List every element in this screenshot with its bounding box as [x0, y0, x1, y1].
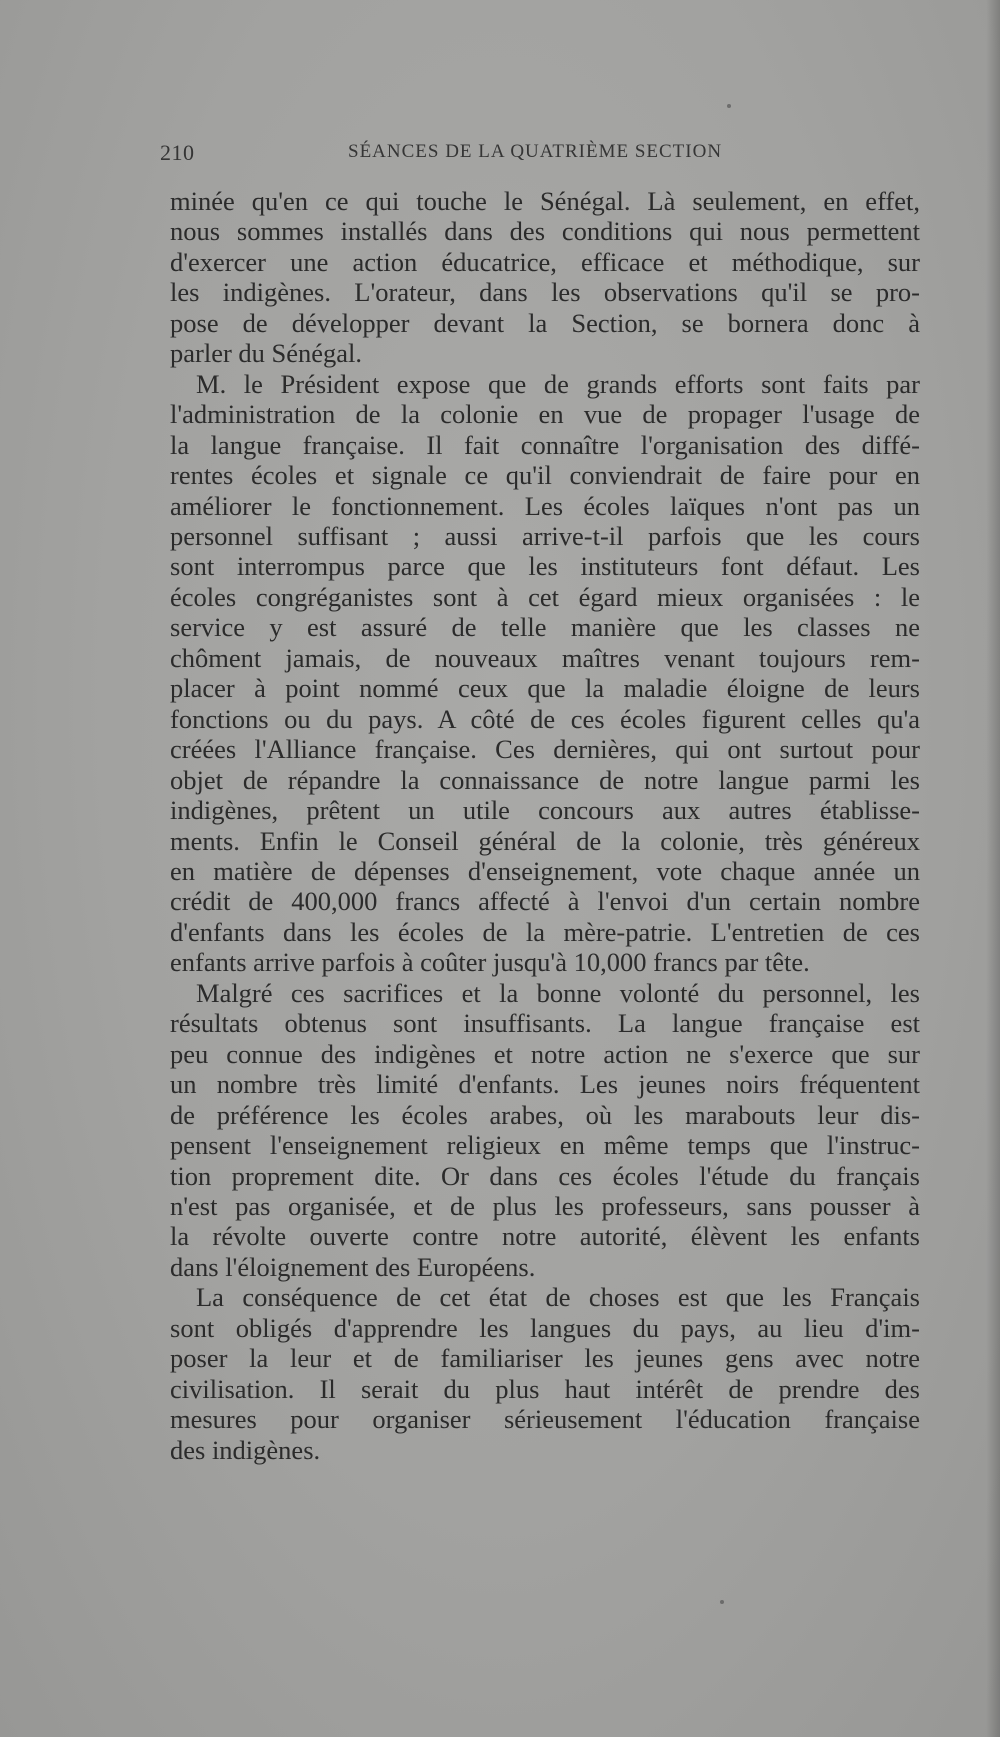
text-line: résultats obtenus sont insuffisants. La langue française est: [170, 1008, 920, 1039]
text-line: des indigènes.: [170, 1434, 321, 1465]
text-line: chôment jamais, de nouveaux maîtres venant toujours rem-: [170, 642, 920, 673]
text-line: en matière de dépenses d'enseignement, vote chaque année un: [170, 855, 920, 886]
text-line: ments. Enfin le Conseil général de la colonie, très généreux: [170, 825, 920, 856]
text-line: fonctions ou du pays. A côté de ces écoles figurent celles qu'a: [170, 703, 920, 734]
text-line: n'est pas organisée, et de plus les professeurs, sans pousser à: [170, 1190, 920, 1221]
text-line: La conséquence de cet état de choses est que les Français: [196, 1282, 920, 1313]
paper-speck: [727, 104, 731, 108]
text-line: enfants arrive parfois à coûter jusqu'à 10,000 francs par tête.: [170, 947, 810, 978]
paper-speck: [720, 1600, 724, 1604]
text-line: poser la leur et de familiariser les jeunes gens avec notre: [170, 1343, 920, 1374]
text-line: créées l'Alliance française. Ces dernières, qui ont surtout pour: [170, 734, 920, 765]
text-line: de préférence les écoles arabes, où les marabouts leur dis-: [170, 1099, 920, 1130]
text-line: sont interrompus parce que les instituteurs font défaut. Les: [170, 551, 920, 582]
text-line: peu connue des indigènes et notre action ne s'exerce que sur: [170, 1038, 920, 1069]
text-line: M. le Président expose que de grands efforts sont faits par: [196, 368, 920, 399]
text-line: écoles congréganistes sont à cet égard mieux organisées : le: [170, 581, 920, 612]
text-line: les indigènes. L'orateur, dans les observations qu'il se pro-: [170, 277, 920, 308]
page-edge-shadow: [986, 0, 1000, 1737]
paragraph: [170, 1282, 920, 1465]
text-line: d'exercer une action éducatrice, efficace et méthodique, sur: [170, 246, 920, 277]
text-line: rentes écoles et signale ce qu'il conviendrait de faire pour en: [170, 460, 920, 491]
text-line: Malgré ces sacrifices et la bonne volonté du personnel, les: [196, 977, 920, 1008]
text-line: minée qu'en ce qui touche le Sénégal. Là seulement, en effet,: [170, 186, 920, 216]
paragraph: [170, 978, 920, 1283]
text-line: mesures pour organiser sérieusement l'éducation française: [170, 1404, 920, 1435]
text-line: service y est assuré de telle manière que les classes ne: [170, 612, 920, 643]
text-line: parler du Sénégal.: [170, 338, 363, 369]
page-header: [160, 140, 740, 168]
running-head: SÉANCES DE LA QUATRIÈME SECTION: [348, 141, 723, 162]
paragraph: [170, 369, 920, 978]
text-line: améliorer le fonctionnement. Les écoles laïques n'ont pas un: [170, 490, 920, 521]
text-line: pensent l'enseignement religieux en même temps que l'instruc-: [170, 1130, 920, 1161]
text-line: la révolte ouverte contre notre autorité, élèvent les enfants: [170, 1221, 920, 1252]
text-line: d'enfants dans les écoles de la mère-patrie. L'entretien de ces: [170, 916, 920, 947]
text-line: sont obligés d'apprendre les langues du pays, au lieu d'im-: [170, 1312, 920, 1343]
body-text: [170, 186, 920, 1465]
text-line: dans l'éloignement des Européens.: [170, 1251, 536, 1282]
text-line: objet de répandre la connaissance de notre langue parmi les: [170, 764, 920, 795]
text-line: tion proprement dite. Or dans ces écoles l'étude du français: [170, 1160, 920, 1191]
text-line: l'administration de la colonie en vue de propager l'usage de: [170, 399, 920, 430]
text-line: indigènes, prêtent un utile concours aux autres établisse-: [170, 795, 920, 826]
text-line: crédit de 400,000 francs affecté à l'envoi d'un certain nombre: [170, 886, 920, 917]
text-line: personnel suffisant ; aussi arrive-t-il parfois que les cours: [170, 520, 920, 551]
text-line: civilisation. Il serait du plus haut intérêt de prendre des: [170, 1373, 920, 1404]
paragraph: [170, 186, 920, 369]
page-number: 210: [160, 140, 195, 165]
text-line: pose de développer devant la Section, se bornera donc à: [170, 307, 920, 338]
text-line: un nombre très limité d'enfants. Les jeunes noirs fréquentent: [170, 1069, 920, 1100]
text-line: la langue française. Il fait connaître l'organisation des diffé-: [170, 429, 920, 460]
text-line: placer à point nommé ceux que la maladie éloigne de leurs: [170, 673, 920, 704]
text-line: nous sommes installés dans des conditions qui nous permettent: [170, 216, 920, 247]
